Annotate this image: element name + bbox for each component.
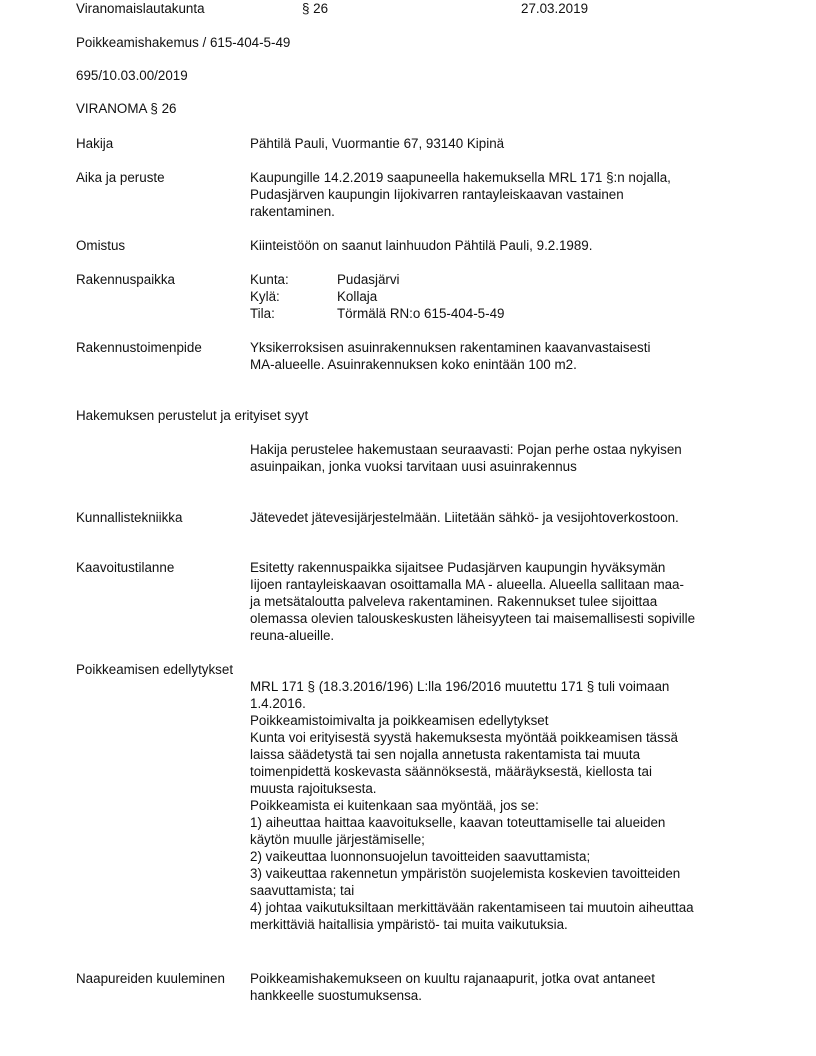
text-line: käytön muulle järjestämiselle;: [250, 832, 425, 847]
edellytykset-label: Poikkeamisen edellytykset: [76, 662, 234, 677]
text-line: Hakija perustelee hakemustaan seuraavasti: Pojan perhe ostaa nykyisen: [250, 442, 682, 457]
omistus-label: Omistus: [76, 238, 126, 253]
rakennustoimenpide-text: [250, 339, 750, 373]
text-line: Esitetty rakennuspaikka sijaitsee Pudasjärven kaupungin hyväksymän: [250, 560, 666, 575]
rakennuspaikka-row: [250, 288, 504, 305]
text-line: Jätevedet jätevesijärjestelmään. Liitetään sähkö- ja vesijohtoverkostoon.: [250, 510, 679, 525]
meeting-date: 27.03.2019: [521, 1, 589, 16]
text-line: Poikkeamishakemukseen on kuultu rajanaapurit, jotka ovat antaneet: [250, 971, 655, 986]
meeting-body-name: Viranomaislautakunta: [76, 1, 205, 16]
row-key: Kylä:: [250, 289, 280, 304]
authority-section: VIRANOMA § 26: [76, 101, 177, 116]
naapurit-text: [250, 970, 750, 1004]
row-value: Kollaja: [337, 289, 378, 304]
row-value: Törmälä RN:o 615-404-5-49: [337, 306, 505, 321]
naapurit-label: Naapureiden kuuleminen: [76, 971, 225, 986]
text-line: asuinpaikan, jonka vuoksi tarvitaan uusi asuinrakennus: [250, 459, 577, 474]
text-line: toimenpidettä koskevasta säännöksestä, määräyksestä, kiellosta tai: [250, 764, 652, 779]
text-line: Poikkeamista ei kuitenkaan saa myöntää, jos se:: [250, 798, 539, 813]
diary-number: 695/10.03.00/2019: [76, 68, 188, 83]
text-line: laissa säädetystä tai sen nojalla annetusta rakentamista tai muuta: [250, 747, 641, 762]
aika-ja-peruste-label: Aika ja peruste: [76, 170, 165, 185]
perustelut-label: Hakemuksen perustelut ja erityiset syyt: [76, 408, 309, 423]
rakennuspaikka-table: [250, 271, 504, 322]
row-key: Tila:: [250, 306, 275, 321]
hakija-text: [250, 135, 750, 152]
document-subject: Poikkeamishakemus / 615-404-5-49: [76, 35, 291, 50]
text-line: hankkeelle suostumuksensa.: [250, 988, 422, 1003]
text-line: Pähtilä Pauli, Vuormantie 67, 93140 Kipinä: [250, 136, 505, 151]
rakennuspaikka-row: [250, 305, 504, 322]
text-line: Iijoen rantayleiskaavan osoittamalla MA - alueella. Alueella sallitaan maa-: [250, 577, 684, 592]
text-line: saavuttamista; tai: [250, 883, 355, 898]
kunnallistekniikka-text: [250, 509, 750, 526]
kunnallistekniikka-label: Kunnallistekniikka: [76, 510, 183, 525]
text-line: 1.4.2016.: [250, 696, 306, 711]
text-line: reuna-alueille.: [250, 628, 335, 643]
text-line: Pudasjärven kaupungin Iijokivarren rantayleiskaavan vastainen: [250, 187, 624, 202]
section-number: § 26: [302, 1, 329, 16]
text-line: Yksikerroksisen asuinrakennuksen rakentaminen kaavanvastaisesti: [250, 340, 651, 355]
text-line: 1) aiheuttaa haittaa kaavoitukselle, kaavan toteuttamiselle tai alueiden: [250, 815, 666, 830]
aika-ja-peruste-text: [250, 169, 750, 220]
text-line: Kunta voi erityisestä syystä hakemuksesta myöntää poikkeamisen tässä: [250, 730, 678, 745]
text-line: ja metsätaloutta palveleva rakentaminen. Rakennukset tulee sijoittaa: [250, 594, 658, 609]
text-line: rakentaminen.: [250, 204, 335, 219]
text-line: 2) vaikeuttaa luonnonsuojelun tavoitteiden saavuttamista;: [250, 849, 591, 864]
text-line: 4) johtaa vaikutuksiltaan merkittävään rakentamiseen tai muutoin aiheuttaa: [250, 900, 694, 915]
rakennustoimenpide-label: Rakennustoimenpide: [76, 340, 202, 355]
omistus-text: [250, 237, 750, 254]
row-key: Kunta:: [250, 272, 289, 287]
row-value: Pudasjärvi: [337, 272, 400, 287]
text-line: Kiinteistöön on saanut lainhuudon Pähtilä Pauli, 9.2.1989.: [250, 238, 593, 253]
text-line: MRL 171 § (18.3.2016/196) L:lla 196/2016 muutettu 171 § tuli voimaan: [250, 679, 670, 694]
text-line: muusta rajoituksesta.: [250, 781, 377, 796]
text-line: Poikkeamistoimivalta ja poikkeamisen edellytykset: [250, 713, 549, 728]
rakennuspaikka-label: Rakennuspaikka: [76, 272, 176, 287]
hakija-label: Hakija: [76, 136, 114, 151]
kaavoitustilanne-text: [250, 559, 750, 644]
text-line: Kaupungille 14.2.2019 saapuneella hakemuksella MRL 171 §:n nojalla,: [250, 170, 671, 185]
text-line: MA-alueelle. Asuinrakennuksen koko enintään 100 m2.: [250, 357, 577, 372]
kaavoitustilanne-label: Kaavoitustilanne: [76, 560, 175, 575]
text-line: 3) vaikeuttaa rakennetun ympäristön suojelemista koskevien tavoitteiden: [250, 866, 681, 881]
text-line: merkittäviä haitallisia ympäristö- tai muita vaikutuksia.: [250, 917, 568, 932]
text-line: olemassa olevien talouskeskusten läheisyyteen tai maisemallisesti sopiville: [250, 611, 696, 626]
edellytykset-text: [250, 678, 750, 933]
rakennuspaikka-row: [250, 271, 504, 288]
perustelut-text: [250, 441, 750, 475]
